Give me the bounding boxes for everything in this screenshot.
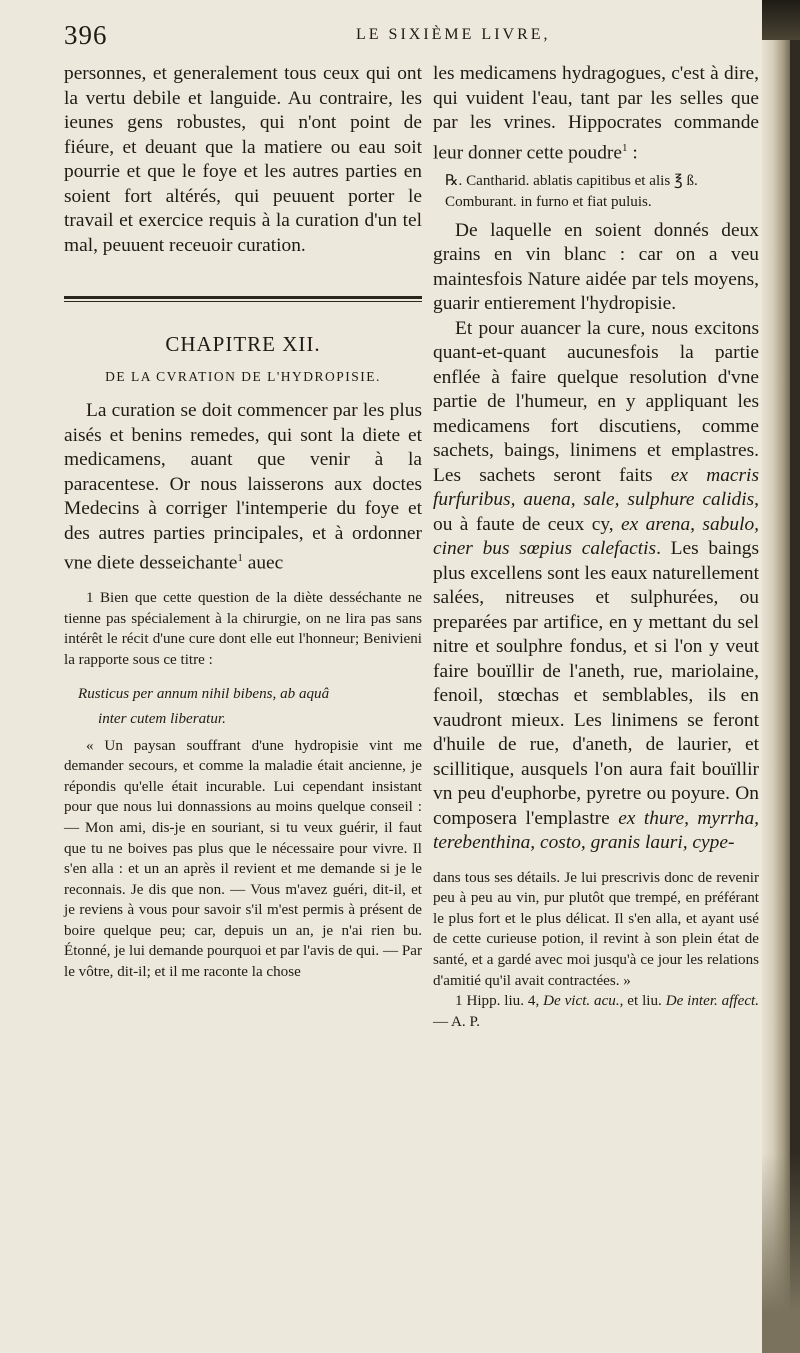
footnote-text: 1 Hipp. liu. 4, <box>455 993 544 1010</box>
left-paragraph-1: personnes, et generalement tous ceux qui ont la vertu debile et languide. Au contraire, les ieunes gens robustes, qui n'ont point de fiéure, et deuant que la matiere ou eau soit pourrie et que le foye et les autres parties en soient fort altérés, qui peuuent porter le travail et exercice requis à la curation d'un tel mal, peuuent receuoir curation. <box>64 63 422 256</box>
left-paragraph-2 <box>64 399 422 576</box>
paragraph-text: La curation se doit commencer par les plus aisés et benins remedes, qui sont la diete et medicamens, auant que venir à la paracentese. Or nous laisserons aux doctes Medecins à corriger l'intemperie du foye et des autres parties principales, et à ordonner vne diete desseichante <box>64 400 422 574</box>
paragraph-text: les medicamens hydragogues, c'est à dire, qui vuident l'eau, tant par les selles que par les vrines. Hippocrates commande leur donner cette poudre <box>433 63 759 163</box>
recipe-line-2: Comburant. in furno et fiat puluis. <box>445 194 652 211</box>
recipe-line-1: ℞. Cantharid. ablatis capitibus et alis ℥ ß. <box>445 173 698 190</box>
chapter-subtitle: DE LA CVRATION DE L'HYDROPISIE. <box>105 369 381 384</box>
chapter-title: CHAPITRE XII. <box>165 332 321 356</box>
footnote-ref: 1 <box>237 552 243 564</box>
footnote-title-line-2: inter cutem liberatur. <box>98 710 226 727</box>
paragraph-text: , ou à faute de ceux cy, <box>433 489 759 535</box>
latin-phrase: ex thure, myrrha, terebenthina, costo, granis lauri, cype- <box>433 807 759 854</box>
paragraph-text: . Les baings plus excellens sont les eaux naturellement salées, nitreuses et sulphurées, ou preparées par artifice, en y mettant du sel nitre et soulphre fondus, et si l'on y veut faire bouïllir de l'aneth, rue, mariolaine, fenoil, stœchas et semblables, ils en vaudront mieux. Les linimens se feront d'huile de rue, d'aneth, de laurier, et scillitique, ausquels l'on aura fait bouïllir vn peu d'euphorbe, pyretre ou poyure. On composera l'emplastre <box>433 538 760 829</box>
footnote-latin: De vict. acu. <box>543 993 620 1010</box>
paragraph-text: Et pour auancer la cure, nous excitons quant-et-quant aucunesfois la partie enflée à faire quelque resolution d'vne partie de l'humeur, en y appliquant les medicamens fort discutiens, comme sachets, baings, linimens et emplastres. Les sachets seront faits <box>433 317 759 486</box>
footnote-1: 1 Bien que cette question de la diète desséchante ne tienne pas spécialement à la chirurgie, on ne lira pas sans intérêt le récit d'une cure dont elle eut l'honneur; Benivieni la rapporte sous ce titre : <box>64 589 422 668</box>
chapter-divider <box>64 296 422 302</box>
footnote-text: — A. P. <box>433 1013 480 1030</box>
footnote-latin: De inter. affect. <box>665 993 759 1010</box>
right-paragraph-1 <box>433 62 759 165</box>
divider-thin-rule <box>64 301 422 302</box>
page-corner-dark <box>762 0 800 40</box>
divider-thick-rule <box>64 296 422 299</box>
footnote-continuation: dans tous ses détails. Je lui prescrivis donc de revenir peu à peu au vin, pur plutôt que trempé, en préférant le plus fort et le plus délicat. Il s'en alla, et ayant usé de cette curieuse potion, il revint à son plein état de santé, et a gardé avec moi jusqu'à ce jour les relations d'amitié qu'il avait contractées. » <box>433 869 759 989</box>
running-head: LE SIXIÈME LIVRE, <box>356 26 551 43</box>
page-number: 396 <box>64 20 108 50</box>
page-edge-dark <box>790 0 800 1353</box>
paragraph-text-end: : <box>627 141 638 163</box>
footnote-title-line-1: Rusticus per annum nihil bibens, ab aquâ <box>78 686 330 703</box>
right-paragraph-3 <box>433 317 759 856</box>
footnote-ref: 1 <box>621 141 628 154</box>
left-column <box>64 62 422 983</box>
recipe <box>433 171 759 212</box>
latin-phrase: ex arena, sabulo, ciner bus sœpius calefactis <box>433 513 759 560</box>
right-column <box>433 62 759 1032</box>
paragraph-text-end: auec <box>242 552 284 574</box>
footnote-text: , et liu. <box>619 993 666 1010</box>
footnote-2 <box>433 991 759 1032</box>
right-paragraph-2: De laquelle en soient donnés deux grains en vin blanc : car on a veu maintesfois Nature aidée par tels moyens, guarir entierement l'hydropisie. <box>433 219 759 315</box>
page-corner-bottom <box>762 1153 800 1353</box>
footnote-story: « Un paysan souffrant d'une hydropisie vint me demander secours, et comme la maladie était ancienne, je répondis qu'elle était incurable. Lui cependant insistant pour que nous lui donnassions au moins quelque conseil : — Mon ami, dis-je en souriant, si tu veux guérir, il faut que tu ne boives pas plus que le nécessaire pour vivre. Il s'en alla : et un an après il revient et me demande si je le reconnais. Je dis que non. — Vous m'avez guéri, dit-il, et je reviens à vous pour savoir s'il m'est permis à présent de boire quelque peu; car, depuis un an, je n'ai rien bu. Étonné, je lui demande pourquoi et par l'avis de qui. — Par le vôtre, dit-il; et il me raconte la chose <box>64 737 422 981</box>
latin-phrase: ex macris furfuribus, auena, sale, sulphure calidis <box>433 464 759 511</box>
